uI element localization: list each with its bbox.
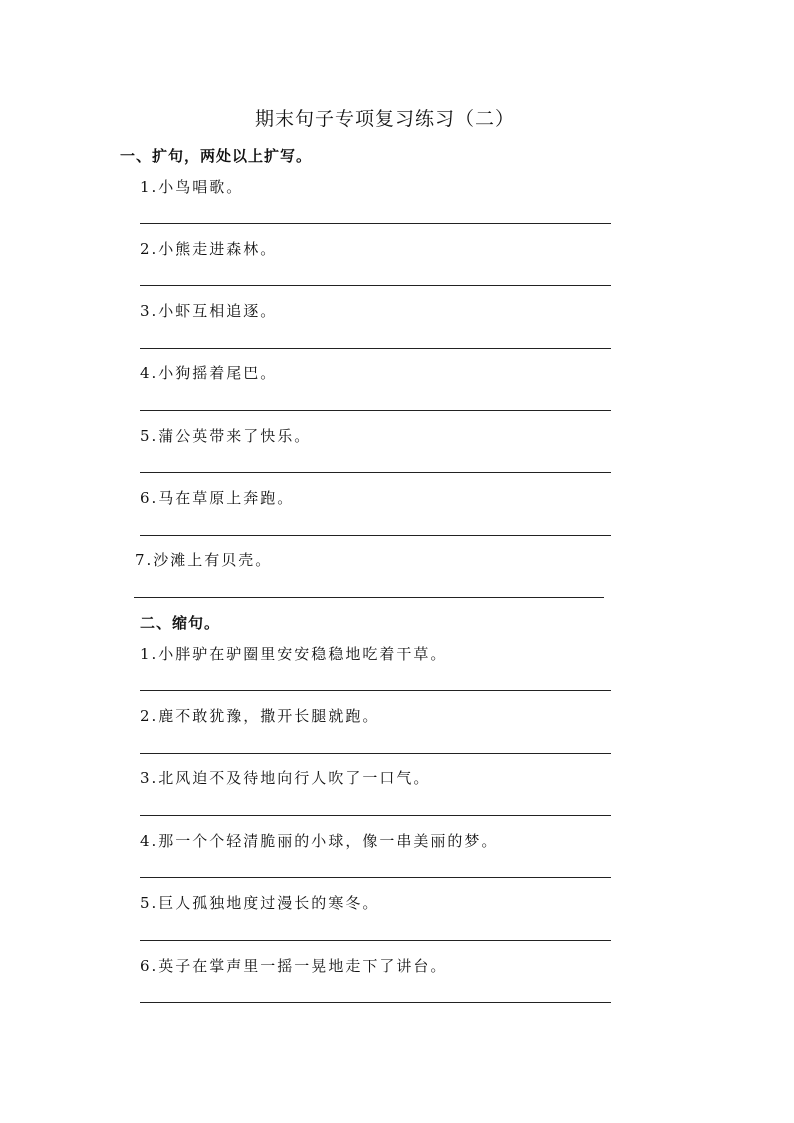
s2-question-3: 3.北风迫不及待地向行人吹了一口气。 xyxy=(140,769,431,787)
s1-answer-line-3[interactable] xyxy=(140,348,611,349)
s2-answer-line-6[interactable] xyxy=(140,1002,611,1003)
s2-answer-line-5[interactable] xyxy=(140,940,611,941)
s1-answer-line-7[interactable] xyxy=(134,597,604,598)
s2-answer-line-1[interactable] xyxy=(140,690,611,691)
s2-question-6: 6.英子在掌声里一摇一晃地走下了讲台。 xyxy=(140,957,448,975)
s1-question-5: 5.蒲公英带来了快乐。 xyxy=(140,427,312,445)
page-title: 期末句子专项复习练习（二） xyxy=(254,108,515,130)
s1-answer-line-4[interactable] xyxy=(140,410,611,411)
s2-answer-line-2[interactable] xyxy=(140,753,611,754)
s1-answer-line-1[interactable] xyxy=(140,223,611,224)
s1-question-4: 4.小狗摇着尾巴。 xyxy=(140,364,278,382)
s1-question-7: 7.沙滩上有贝壳。 xyxy=(135,551,273,569)
s1-question-1: 1.小鸟唱歌。 xyxy=(140,178,244,196)
section-2-heading: 二、缩句。 xyxy=(140,614,221,632)
s2-question-4: 4.那一个个轻清脆丽的小球，像一串美丽的梦。 xyxy=(140,832,499,850)
s1-answer-line-6[interactable] xyxy=(140,535,611,536)
s1-question-3: 3.小虾互相追逐。 xyxy=(140,302,278,320)
section-1-heading: 一、扩句，两处以上扩写。 xyxy=(120,147,313,165)
s1-answer-line-5[interactable] xyxy=(140,472,611,473)
s2-question-2: 2.鹿不敢犹豫，撒开长腿就跑。 xyxy=(140,707,380,725)
s1-answer-line-2[interactable] xyxy=(140,285,611,286)
s2-answer-line-4[interactable] xyxy=(140,877,611,878)
s2-answer-line-3[interactable] xyxy=(140,815,611,816)
s2-question-5: 5.巨人孤独地度过漫长的寒冬。 xyxy=(140,894,380,912)
s1-question-6: 6.马在草原上奔跑。 xyxy=(140,489,295,507)
s1-question-2: 2.小熊走进森林。 xyxy=(140,240,278,258)
s2-question-1: 1.小胖驴在驴圈里安安稳稳地吃着干草。 xyxy=(140,645,448,663)
